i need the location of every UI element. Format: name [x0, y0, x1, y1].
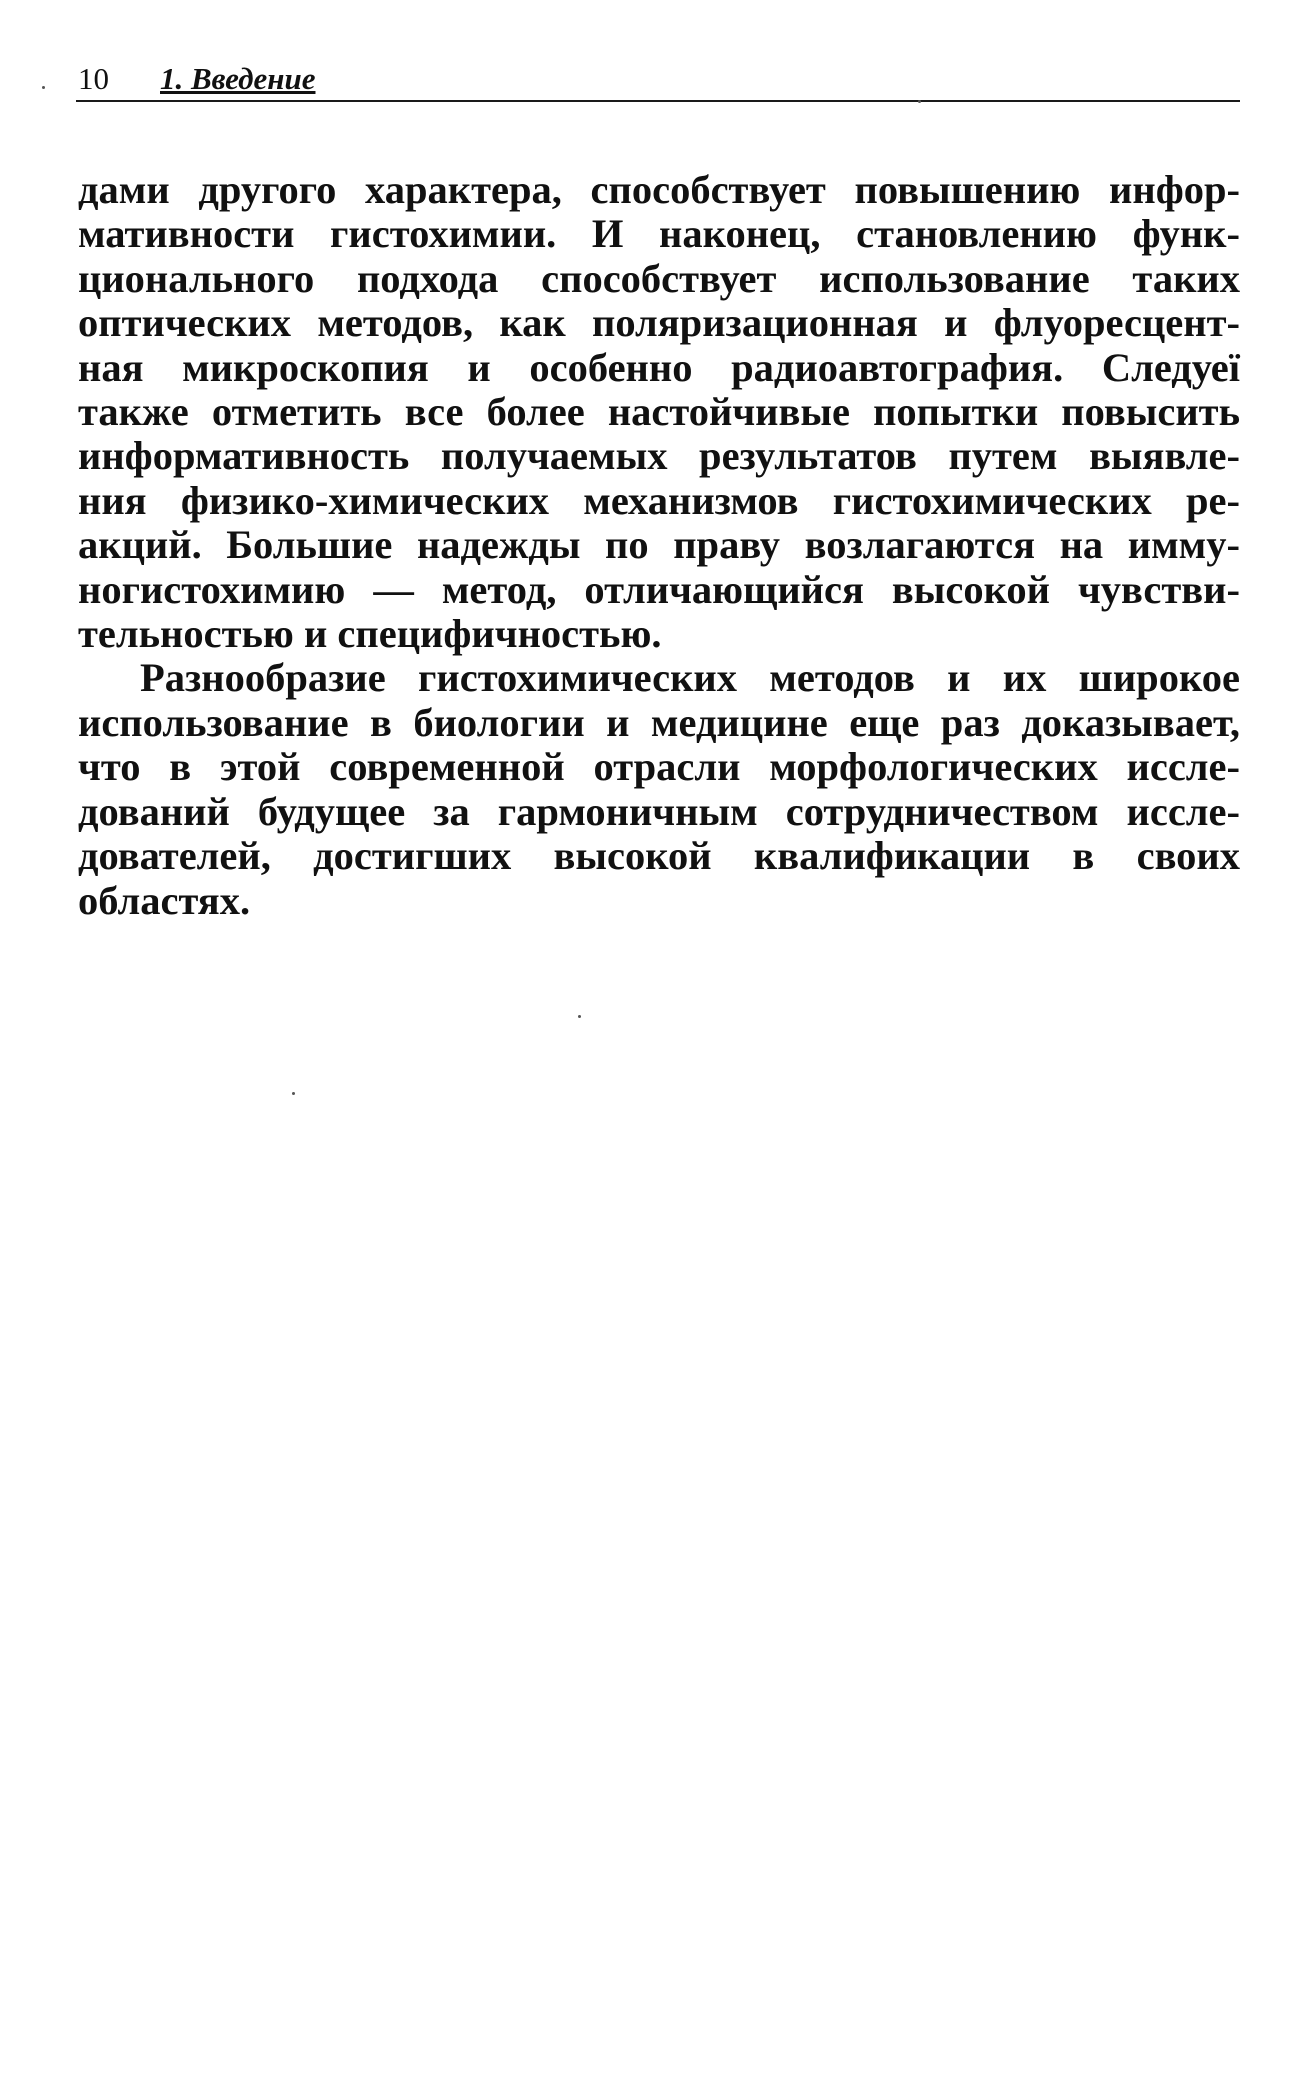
text-line: ногистохимию — метод, отличающийся высокой чувстви-	[78, 566, 1240, 612]
text-line: мативности гистохимии. И наконец, становлению функ-	[78, 211, 1240, 257]
text-line: использование в биологии и медицине еще раз доказывает,	[78, 699, 1240, 745]
running-header	[76, 58, 1240, 102]
scan-speck	[42, 86, 45, 89]
text-line: дами другого характера, способствует повышению инфор-	[78, 167, 1240, 212]
text-line: Разнообразие гистохимических методов и их широкое	[140, 655, 1240, 701]
text-line: акций. Большие надежды по праву возлагаются на имму-	[78, 522, 1240, 568]
scan-speck	[918, 100, 921, 103]
paragraph-1	[78, 168, 1240, 656]
text-line: ционального подхода способствует использование таких	[78, 255, 1240, 301]
paragraph-2	[78, 656, 1240, 922]
text-line: дований будущее за гармоничным сотрудничеством иссле-	[78, 788, 1240, 834]
chapter-title: 1. Введение	[160, 61, 316, 96]
text-line: дователей, достигших высокой квалификации в своих	[78, 833, 1240, 879]
text-line: оптических методов, как поляризационная и флуоресцент-	[78, 300, 1240, 346]
scan-speck	[578, 1015, 581, 1018]
text-line: ния физико-химических механизмов гистохимических ре-	[78, 477, 1240, 523]
page-number: 10	[78, 61, 109, 96]
body-text	[78, 168, 1240, 923]
text-line: тельностью и специфичностью.	[78, 611, 662, 657]
text-line: что в этой современной отрасли морфологических иссле-	[78, 744, 1240, 790]
scan-speck	[292, 1092, 295, 1095]
text-line: информативность получаемых результатов путем выявле-	[78, 433, 1240, 479]
text-line: областях.	[78, 877, 251, 923]
text-line: ная микроскопия и особенно радиоавтография. Следуеї	[78, 344, 1240, 390]
text-line: также отметить все более настойчивые попытки повысить	[78, 389, 1240, 435]
